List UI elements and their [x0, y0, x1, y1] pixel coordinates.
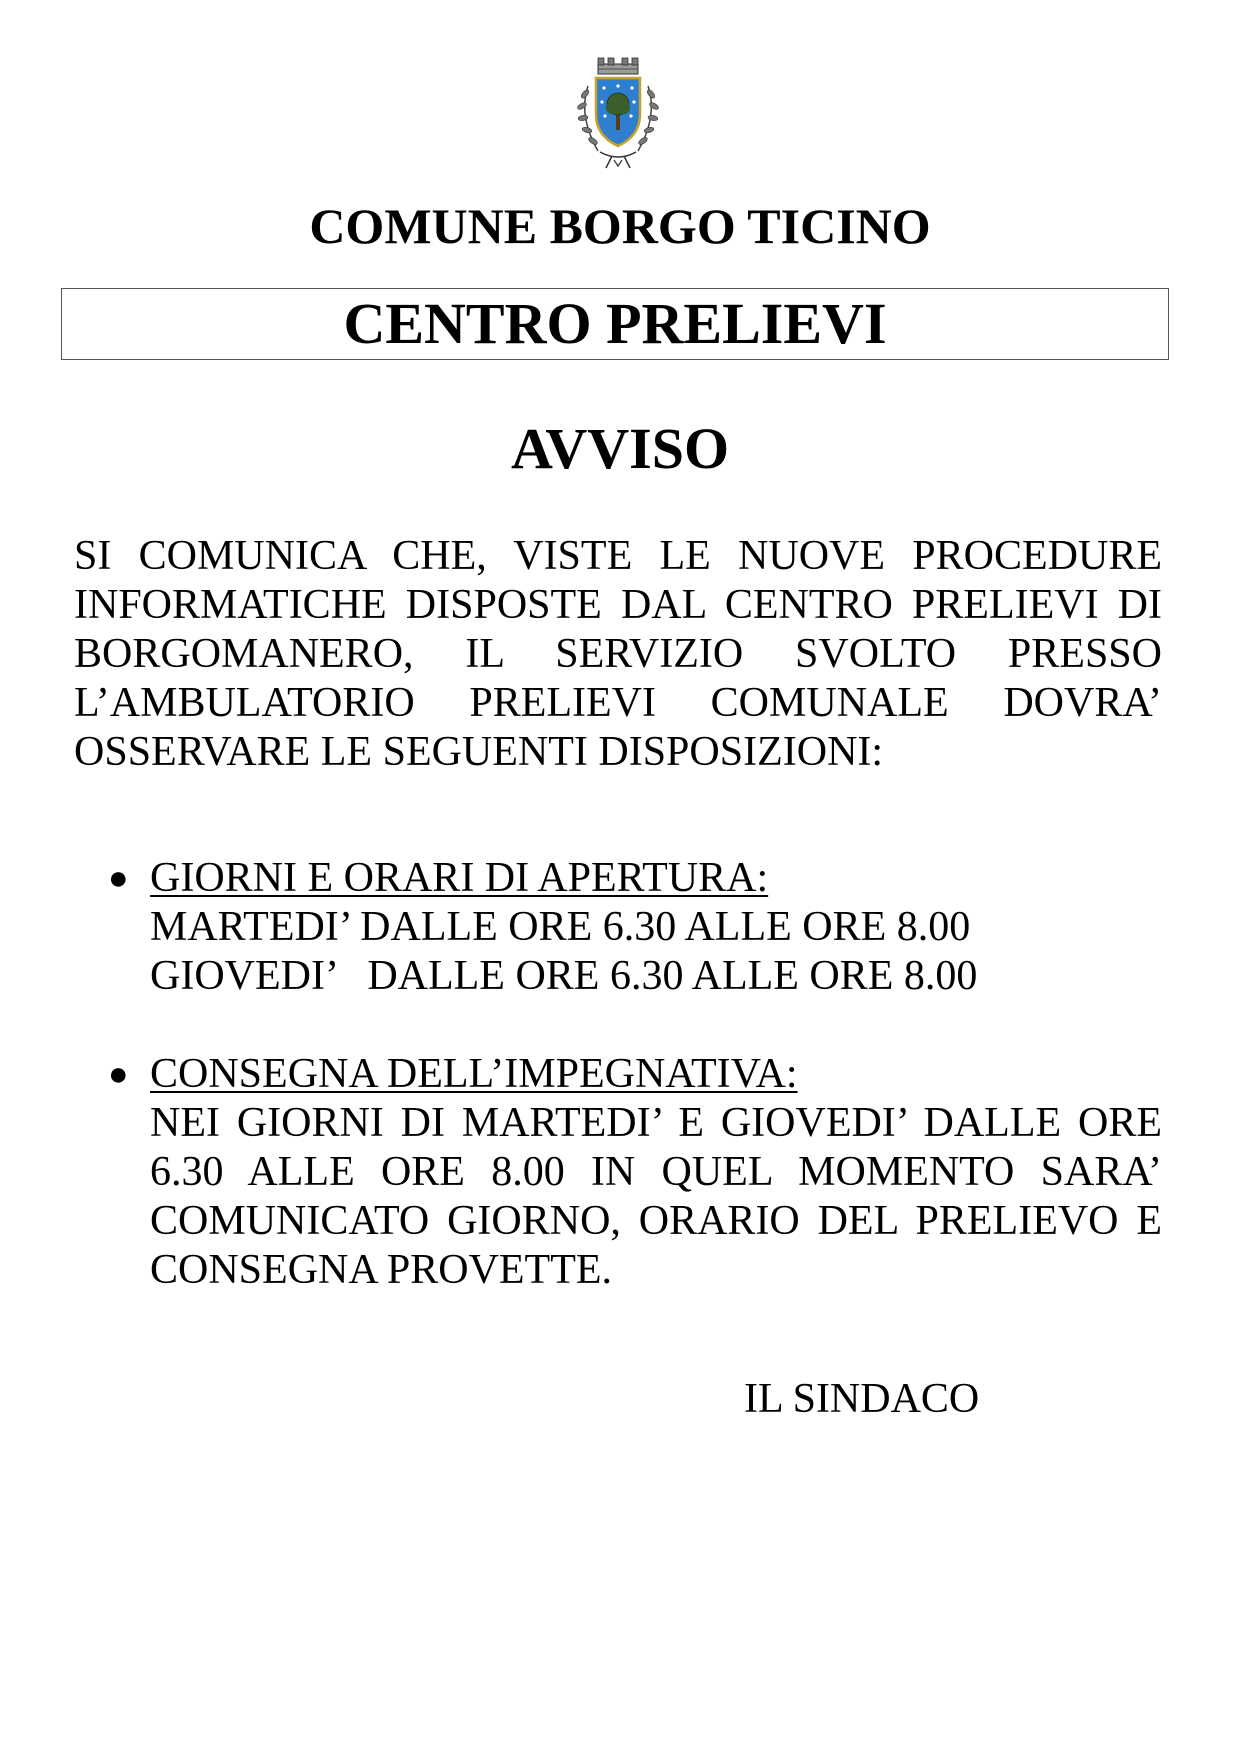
intro-line: INFORMATICHE DISPOSTE DAL CENTRO PRELIEVI DI	[74, 582, 1162, 628]
crown-icon	[598, 58, 638, 74]
section-line: COMUNICATO GIORNO, ORARIO DEL PRELIEVO E	[150, 1198, 1162, 1244]
section-heading: GIORNI E ORARI DI APERTURA:	[150, 855, 769, 901]
shield-icon	[596, 78, 640, 146]
signature: IL SINDACO	[744, 1376, 980, 1422]
section-line: CONSEGNA PROVETTE.	[150, 1247, 613, 1293]
intro-line: OSSERVARE LE SEGUENTI DISPOSIZIONI:	[74, 729, 884, 775]
section-line: MARTEDI’ DALLE ORE 6.30 ALLE ORE 8.00	[150, 904, 971, 950]
municipal-coat-of-arms-icon	[568, 56, 668, 176]
intro-line: L’AMBULATORIO PRELIEVI COMUNALE DOVRA’	[74, 680, 1162, 726]
section-line: NEI GIORNI DI MARTEDI’ E GIOVEDI’ DALLE ORE	[150, 1100, 1162, 1146]
intro-line: SI COMUNICA CHE, VISTE LE NUOVE PROCEDURE	[74, 533, 1162, 579]
intro-paragraph	[74, 532, 1162, 777]
center-title-box	[61, 288, 1169, 360]
notice-title: AVVISO	[510, 416, 730, 481]
intro-line: BORGOMANERO, IL SERVIZIO SVOLTO PRESSO	[74, 631, 1162, 677]
bullet-icon: ●	[108, 1056, 129, 1093]
opening-hours-section	[74, 854, 1162, 1001]
municipality-title: COMUNE BORGO TICINO	[309, 198, 931, 254]
section-heading: CONSEGNA DELL’IMPEGNATIVA:	[150, 1051, 798, 1097]
center-title: CENTRO PRELIEVI	[343, 291, 887, 356]
referral-delivery-section	[74, 1050, 1162, 1295]
section-line: 6.30 ALLE ORE 8.00 IN QUEL MOMENTO SARA’	[150, 1149, 1162, 1195]
ribbon-icon	[600, 152, 636, 168]
bullet-icon: ●	[108, 860, 129, 897]
section-line: GIOVEDI’ DALLE ORE 6.30 ALLE ORE 8.00	[150, 953, 978, 999]
